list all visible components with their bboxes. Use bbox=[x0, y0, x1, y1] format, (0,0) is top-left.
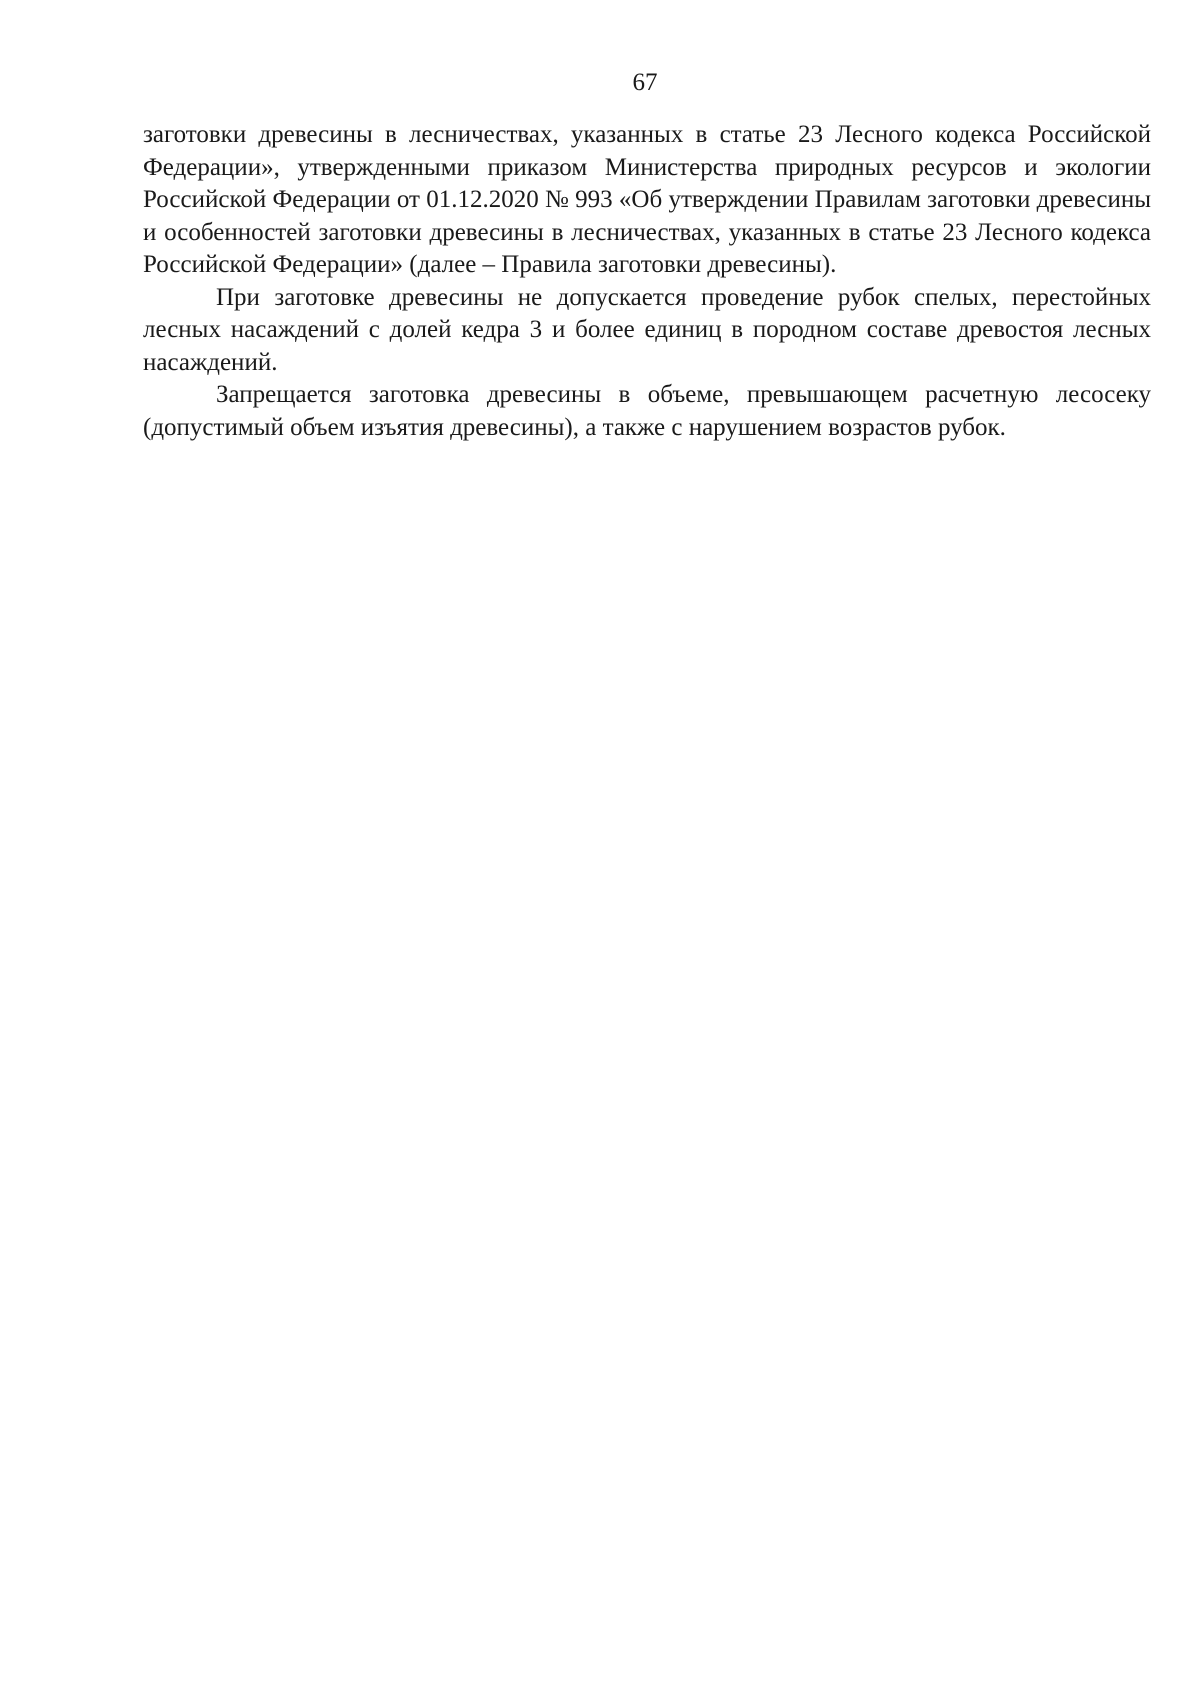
document-body bbox=[143, 119, 1151, 444]
paragraph-continued: заготовки древесины в лесничествах, указанных в статье 23 Лесного кодекса Российской Федерации», утвержденными приказом Министерства природных ресурсов и экологии Российской Федерации от 01.12.2020 № 993 «Об утверждении Правилам заготовки древесины и особенностей заготовки древесины в лесничествах, указанных в статье 23 Лесного кодекса Российской Федерации» (далее – Правила заготовки древесины). bbox=[143, 121, 1151, 278]
paragraph-cedar-restriction: При заготовке древесины не допускается проведение рубок спелых, перестойных лесных насаждений с долей кедра 3 и более единиц в породном составе древостоя лесных насаждений. bbox=[143, 283, 1151, 376]
page-number: 67 bbox=[632, 69, 658, 96]
paragraph-volume-prohibition: Запрещается заготовка древесины в объеме, превышающем расчетную лесосеку (допустимый объем изъятия древесины), а также с нарушением возрастов рубок. bbox=[143, 381, 1151, 441]
